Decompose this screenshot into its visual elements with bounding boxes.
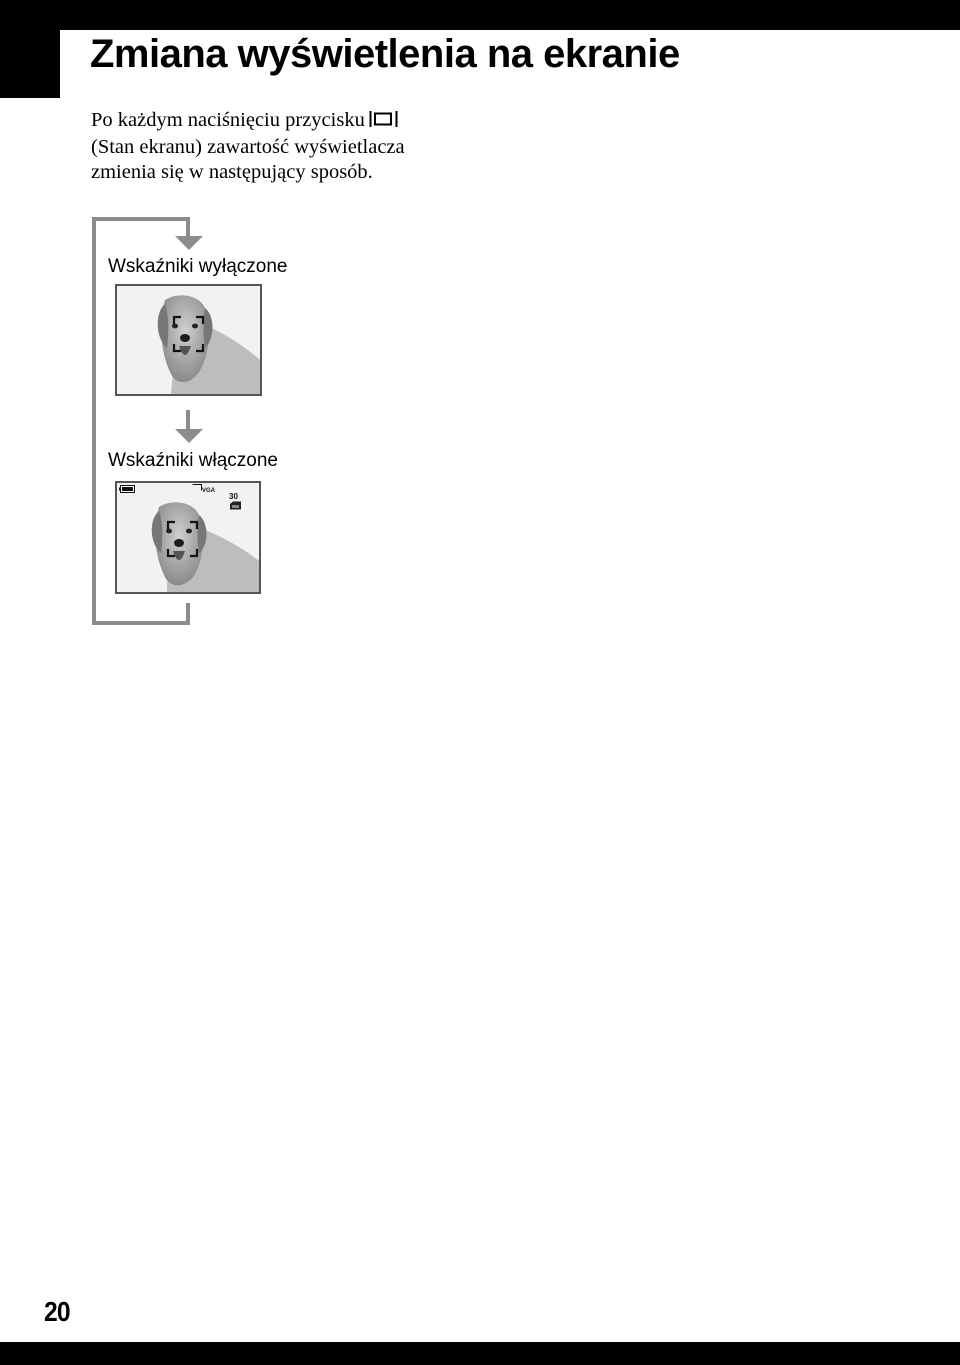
image-size-icon (192, 484, 202, 491)
intro-line-2: (Stan ekranu) zawartość wyświetlacza (91, 136, 405, 158)
lcd-preview-indicators-on (115, 481, 261, 594)
flow-line-bottom (92, 621, 190, 625)
lcd-preview-indicators-off (115, 284, 262, 396)
remaining-shots-indicator: 30 (229, 492, 242, 510)
down-arrow-icon (175, 217, 203, 251)
bottom-rule (0, 1342, 960, 1365)
flow-line-left (92, 217, 96, 625)
intro-paragraph (91, 108, 511, 185)
page-number: 20 (44, 1296, 70, 1327)
battery-icon (119, 485, 135, 493)
intro-line-3: zmienia się w następujący sposób. (91, 161, 373, 183)
intro-line-1: Po każdym naciśnięciu przycisku (91, 108, 511, 135)
top-rule (60, 0, 960, 30)
mode-label-indicators-on: Wskaźniki włączone (108, 450, 278, 471)
internal-memory-icon (229, 501, 242, 510)
display-status-button-icon (369, 110, 399, 135)
image-size-indicator: VGA (192, 484, 215, 496)
dog-photo (117, 286, 260, 394)
corner-block (0, 0, 60, 98)
mode-label-indicators-off: Wskaźniki wyłączone (108, 256, 288, 277)
down-arrow-icon (175, 410, 203, 444)
page-title: Zmiana wyświetlenia na ekranie (90, 32, 680, 76)
flow-line-return (186, 603, 190, 625)
